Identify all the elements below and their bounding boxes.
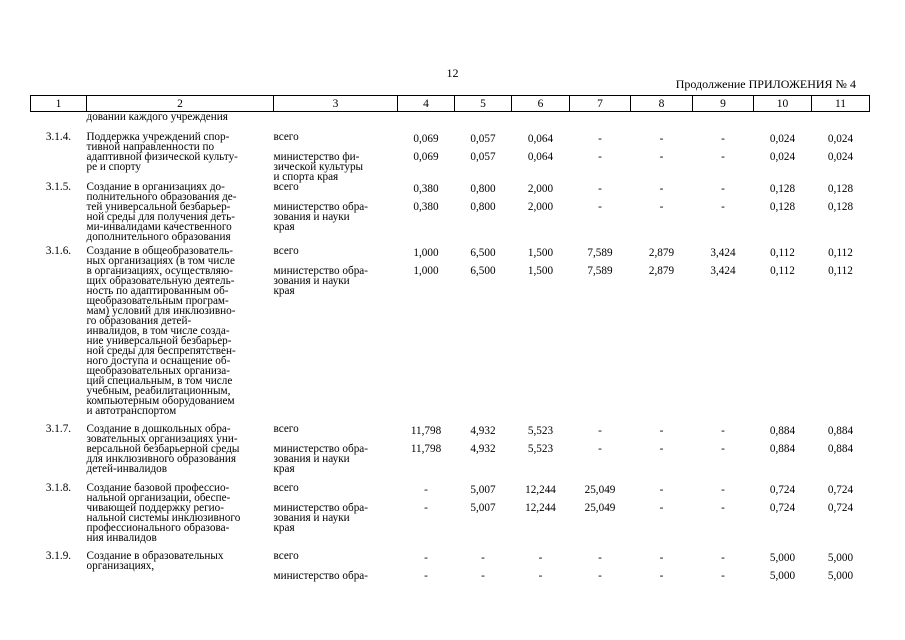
col-header: 11 bbox=[812, 96, 870, 112]
value-total: - bbox=[659, 133, 664, 145]
value-ministry: - bbox=[659, 570, 664, 582]
value-ministry: 0,069 bbox=[413, 151, 439, 163]
continuation-label: Продолжение ПРИЛОЖЕНИЯ № 4 bbox=[675, 77, 856, 91]
table-row bbox=[31, 551, 870, 583]
value-cell bbox=[455, 246, 512, 424]
value-total: - bbox=[481, 552, 485, 564]
value-ministry: - bbox=[721, 443, 725, 455]
value-ministry: 0,112 bbox=[828, 265, 853, 277]
value-ministry: 0,800 bbox=[470, 201, 496, 213]
page-number: 12 bbox=[446, 66, 459, 80]
value-cell bbox=[398, 424, 455, 483]
value-ministry: 0,128 bbox=[769, 201, 796, 213]
value-cell bbox=[812, 182, 870, 246]
value-cell bbox=[812, 424, 870, 483]
value-cell bbox=[570, 551, 631, 583]
col-header: 1 bbox=[31, 96, 87, 112]
funding-source-cell bbox=[274, 483, 398, 551]
value-cell bbox=[570, 182, 631, 246]
value-cell bbox=[512, 483, 570, 551]
table-row bbox=[31, 132, 870, 182]
funding-source-ministry: министерство фи- зической культуры и спорта края bbox=[273, 151, 364, 183]
col-header: 10 bbox=[754, 96, 812, 112]
row-number: 3.1.8. bbox=[45, 482, 72, 494]
value-total: - bbox=[424, 552, 428, 564]
value-total: 7,589 bbox=[587, 247, 613, 259]
value-total: - bbox=[721, 484, 725, 496]
value-ministry: 5,000 bbox=[769, 570, 796, 582]
value-cell bbox=[812, 246, 870, 424]
value-total: 12,244 bbox=[525, 484, 556, 496]
value-ministry: 0,057 bbox=[470, 151, 496, 163]
value-ministry: - bbox=[721, 570, 725, 582]
funding-source-cell bbox=[274, 132, 398, 182]
value-ministry: - bbox=[721, 151, 725, 163]
value-cell bbox=[398, 182, 455, 246]
col-header: 4 bbox=[398, 96, 455, 112]
value-ministry: 0,024 bbox=[769, 151, 796, 163]
value-cell bbox=[512, 182, 570, 246]
value-total: - bbox=[721, 183, 725, 195]
value-cell bbox=[570, 132, 631, 182]
value-cell bbox=[693, 483, 754, 551]
funding-source-ministry: министерство обра- зования и науки края bbox=[273, 265, 368, 297]
value-cell bbox=[631, 483, 693, 551]
value-total: 1,500 bbox=[527, 247, 554, 259]
value-cell bbox=[693, 551, 754, 583]
value-ministry: 4,932 bbox=[470, 443, 496, 455]
value-ministry: - bbox=[481, 570, 485, 582]
value-ministry: 3,424 bbox=[710, 265, 736, 277]
funding-source-total: всего bbox=[273, 423, 299, 435]
value-ministry: 0,884 bbox=[769, 443, 796, 455]
value-ministry: - bbox=[659, 502, 664, 514]
measure-name: Создание в организациях до- полнительного образования де- тей универсальной безбарьер- ной среды для получения деть- ми-инвалидами качественного дополнительного образования bbox=[86, 181, 237, 243]
value-cell bbox=[455, 483, 512, 551]
value-total: - bbox=[721, 552, 725, 564]
value-total: - bbox=[598, 183, 602, 195]
value-total: 0,128 bbox=[769, 183, 796, 195]
value-ministry: 12,244 bbox=[525, 502, 556, 514]
value-cell bbox=[693, 182, 754, 246]
value-total: 0,112 bbox=[770, 247, 795, 259]
table-row bbox=[31, 483, 870, 551]
measure-name: Создание в дошкольных обра- зовательных организациях уни- версальной безбарьерной среды для инклюзивного образования детей-инвалидов bbox=[86, 423, 240, 475]
funding-source-total: всего bbox=[273, 245, 299, 257]
measure-name: Поддержка учреждений спор- тивной направленности по адаптивной физической культу- ре и спорту bbox=[86, 131, 238, 173]
value-total: 4,932 bbox=[470, 425, 496, 437]
value-cell bbox=[398, 551, 455, 583]
value-cell bbox=[570, 246, 631, 424]
value-ministry: - bbox=[598, 443, 602, 455]
value-ministry: 2,879 bbox=[648, 265, 675, 277]
row-number: 3.1.9. bbox=[45, 550, 72, 562]
funding-source-cell bbox=[274, 551, 398, 583]
value-total: 5,007 bbox=[470, 484, 496, 496]
value-ministry: - bbox=[424, 570, 428, 582]
carryover-text: довании каждого учреждения bbox=[86, 111, 228, 123]
value-total: - bbox=[659, 484, 664, 496]
value-total: 3,424 bbox=[710, 247, 736, 259]
value-total: 0,128 bbox=[827, 183, 854, 195]
value-ministry: - bbox=[659, 201, 664, 213]
funding-source-total: всего bbox=[273, 550, 299, 562]
table-row bbox=[31, 424, 870, 483]
funding-source-total: всего bbox=[273, 131, 299, 143]
value-ministry: - bbox=[659, 151, 664, 163]
value-ministry: 25,049 bbox=[584, 502, 616, 514]
value-total: - bbox=[598, 133, 602, 145]
value-total: 0,724 bbox=[827, 484, 854, 496]
value-total: - bbox=[721, 133, 725, 145]
value-ministry: 5,007 bbox=[470, 502, 496, 514]
value-cell bbox=[398, 246, 455, 424]
value-total: 0,069 bbox=[413, 133, 439, 145]
value-ministry: - bbox=[598, 570, 602, 582]
appendix-table bbox=[30, 95, 870, 583]
value-cell bbox=[512, 246, 570, 424]
value-total: 0,724 bbox=[769, 484, 796, 496]
value-ministry: - bbox=[659, 443, 664, 455]
value-ministry: 0,724 bbox=[769, 502, 796, 514]
value-cell bbox=[512, 132, 570, 182]
value-total: 6,500 bbox=[470, 247, 496, 259]
col-header: 2 bbox=[87, 96, 274, 112]
value-total: 0,064 bbox=[527, 133, 554, 145]
value-ministry: 1,000 bbox=[413, 265, 439, 277]
col-header: 9 bbox=[693, 96, 754, 112]
col-header: 6 bbox=[512, 96, 570, 112]
value-ministry: 0,024 bbox=[827, 151, 854, 163]
col-header: 3 bbox=[274, 96, 398, 112]
value-cell bbox=[812, 551, 870, 583]
value-cell bbox=[693, 246, 754, 424]
value-ministry: 0,380 bbox=[413, 201, 439, 213]
value-cell bbox=[631, 424, 693, 483]
value-total: 0,024 bbox=[827, 133, 854, 145]
value-total: 2,000 bbox=[527, 183, 554, 195]
value-cell bbox=[398, 132, 455, 182]
value-total: 5,000 bbox=[827, 552, 854, 564]
value-total: 0,112 bbox=[828, 247, 853, 259]
funding-source-ministry: министерство обра- bbox=[273, 570, 368, 582]
value-ministry: - bbox=[538, 570, 543, 582]
value-total: - bbox=[598, 552, 602, 564]
value-ministry: 0,724 bbox=[827, 502, 854, 514]
value-cell bbox=[631, 182, 693, 246]
value-total: - bbox=[538, 552, 543, 564]
row-number: 3.1.4. bbox=[45, 131, 72, 143]
value-cell bbox=[754, 424, 812, 483]
value-total: 2,879 bbox=[648, 247, 675, 259]
measure-name: Создание в образовательных организациях, bbox=[86, 550, 224, 572]
value-cell bbox=[693, 424, 754, 483]
value-ministry: 6,500 bbox=[470, 265, 496, 277]
value-cell bbox=[812, 483, 870, 551]
value-total: - bbox=[659, 183, 664, 195]
value-cell bbox=[754, 182, 812, 246]
value-total: 5,523 bbox=[527, 425, 554, 437]
value-cell bbox=[631, 246, 693, 424]
value-cell bbox=[455, 182, 512, 246]
value-ministry: 0,128 bbox=[827, 201, 854, 213]
value-ministry: - bbox=[598, 201, 602, 213]
funding-source-ministry: министерство обра- зования и науки края bbox=[273, 201, 368, 233]
funding-source-cell bbox=[274, 182, 398, 246]
value-cell bbox=[754, 551, 812, 583]
value-ministry: 7,589 bbox=[587, 265, 613, 277]
row-number: 3.1.7. bbox=[45, 423, 72, 435]
col-header: 5 bbox=[455, 96, 512, 112]
value-ministry: 5,000 bbox=[827, 570, 854, 582]
funding-source-ministry: министерство обра- зования и науки края bbox=[273, 502, 368, 534]
header-row bbox=[31, 96, 870, 112]
measure-name: Создание базовой профессио- нальной организации, обеспе- чивающей поддержку регио- нальной системы инклюзивного профессионального образова- ния инвалидов bbox=[86, 482, 241, 544]
value-cell bbox=[455, 424, 512, 483]
value-cell bbox=[570, 424, 631, 483]
value-total: 0,024 bbox=[769, 133, 796, 145]
value-cell bbox=[570, 483, 631, 551]
value-ministry: 11,798 bbox=[410, 443, 442, 455]
value-total: - bbox=[721, 425, 725, 437]
value-ministry: - bbox=[424, 502, 428, 514]
value-total: 0,057 bbox=[470, 133, 496, 145]
funding-source-total: всего bbox=[273, 482, 299, 494]
value-cell bbox=[754, 132, 812, 182]
funding-source-ministry: министерство обра- зования и науки края bbox=[273, 443, 368, 475]
carryover-row bbox=[31, 112, 870, 133]
col-header: 7 bbox=[570, 96, 631, 112]
value-total: 5,000 bbox=[769, 552, 796, 564]
value-ministry: 2,000 bbox=[527, 201, 554, 213]
funding-source-cell bbox=[274, 246, 398, 424]
row-number: 3.1.6. bbox=[45, 245, 72, 257]
value-total: - bbox=[659, 552, 664, 564]
value-ministry: 1,500 bbox=[527, 265, 554, 277]
value-ministry: 5,523 bbox=[527, 443, 554, 455]
value-cell bbox=[754, 483, 812, 551]
value-total: 0,884 bbox=[769, 425, 796, 437]
value-total: 1,000 bbox=[413, 247, 439, 259]
value-cell bbox=[512, 424, 570, 483]
table-row bbox=[31, 246, 870, 424]
value-cell bbox=[455, 551, 512, 583]
value-ministry: - bbox=[721, 201, 725, 213]
value-total: 0,884 bbox=[827, 425, 854, 437]
funding-source-cell bbox=[274, 424, 398, 483]
col-header: 8 bbox=[631, 96, 693, 112]
value-total: - bbox=[659, 425, 664, 437]
row-number: 3.1.5. bbox=[45, 181, 72, 193]
value-cell bbox=[631, 551, 693, 583]
value-ministry: - bbox=[721, 502, 725, 514]
value-cell bbox=[631, 132, 693, 182]
value-total: - bbox=[598, 425, 602, 437]
table-row bbox=[31, 182, 870, 246]
value-ministry: - bbox=[598, 151, 602, 163]
value-total: 25,049 bbox=[584, 484, 616, 496]
value-ministry: 0,112 bbox=[770, 265, 795, 277]
measure-name: Создание в общеобразователь- ных организациях (в том числе в организациях, осуществляю- щих образовательную деятель- ность по адаптированным об- щеобразовательным програм- мам) условий для инклюзивно- го образования детей- инвалидов, в том числе созда- ние универсальной безбарьер- ной среды для беспрепятствен- ного доступа и оснащение об- щеобразовательных организа- ций специальным, в том числе учебным, реабилитационным, компьютерным оборудованием и автотранспортом bbox=[86, 245, 236, 417]
value-total: 11,798 bbox=[410, 425, 442, 437]
value-total: 0,380 bbox=[413, 183, 439, 195]
value-cell bbox=[512, 551, 570, 583]
value-cell bbox=[398, 483, 455, 551]
value-total: 0,800 bbox=[470, 183, 496, 195]
value-cell bbox=[754, 246, 812, 424]
value-total: - bbox=[424, 484, 428, 496]
value-ministry: 0,884 bbox=[827, 443, 854, 455]
funding-source-total: всего bbox=[273, 181, 299, 193]
value-cell bbox=[455, 132, 512, 182]
value-ministry: 0,064 bbox=[527, 151, 554, 163]
value-cell bbox=[693, 132, 754, 182]
table-body bbox=[31, 112, 870, 584]
value-cell bbox=[812, 132, 870, 182]
